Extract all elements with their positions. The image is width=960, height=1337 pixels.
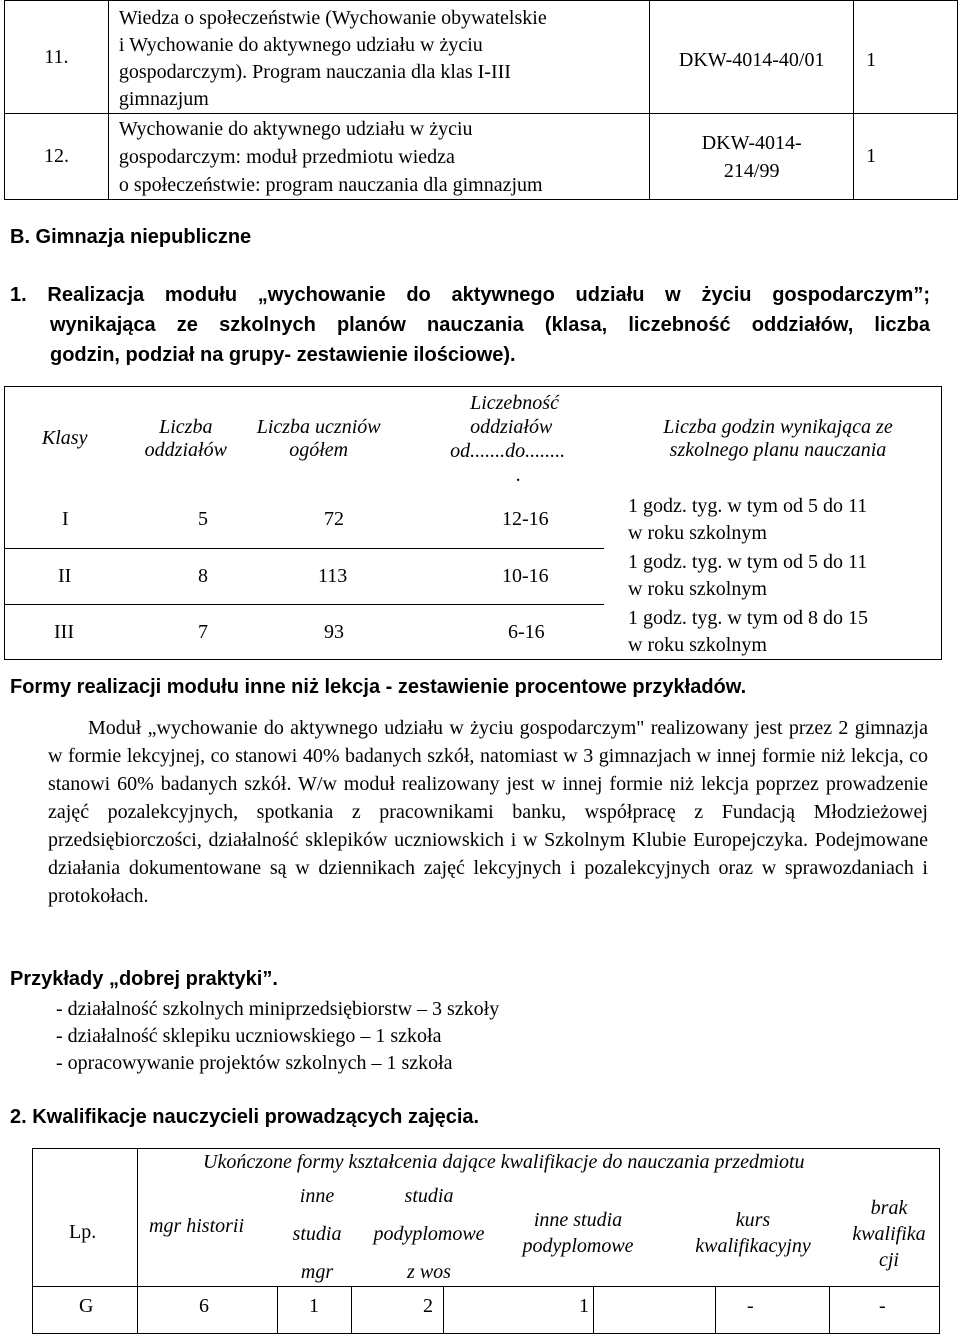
qualifications-table (32, 1148, 940, 1334)
program-code: DKW-4014-40/01 (650, 1, 854, 114)
cell-klasa: III (54, 621, 74, 643)
programs-table (4, 0, 958, 200)
cell-liczebnosc: 10-16 (502, 565, 549, 587)
cell-kurs: - (747, 1295, 754, 1317)
cell-klasa: II (58, 565, 72, 587)
examples-list (56, 996, 499, 1077)
classes-table (4, 386, 942, 491)
cell-inne-studia-mgr: 1 (309, 1295, 319, 1317)
header-group: Ukończone formy kształcenia dające kwalifikacje do nauczania przedmiotu (203, 1151, 805, 1173)
header-brak: brak kwalifika cji (852, 1197, 926, 1271)
cell-mgr-historii: 6 (199, 1295, 209, 1317)
cell-liczebnosc: 6-16 (508, 621, 545, 643)
list-item: - działalność sklepiku uczniowskiego – 1 szkoła (56, 1025, 442, 1047)
program-count: 1 (854, 1, 958, 114)
cell-inne-studia-podyplomowe: 1 (579, 1295, 589, 1317)
header-lp: Lp. (69, 1221, 97, 1243)
program-count: 1 (854, 114, 958, 200)
cell-oddzialy: 5 (198, 508, 208, 530)
cell-studia-podyplomowe: 2 (423, 1295, 433, 1317)
forms-heading: Formy realizacji modułu inne niż lekcja - zestawienie procentowe przykładów. (10, 676, 747, 698)
examples-heading: Przykłady „dobrej praktyki”. (10, 968, 278, 990)
point-2-heading: 2. Kwalifikacje nauczycieli prowadzących zajęcia. (10, 1106, 480, 1128)
header-studia-podyplomowe: studia podyplomowe z wos (373, 1185, 485, 1283)
header-liczba-oddzialow: Liczba oddziałów (124, 387, 247, 491)
cell-godziny: 1 godz. tyg. w tym od 8 do 15 w roku szkolnym (628, 607, 868, 656)
cell-oddzialy: 8 (198, 565, 208, 587)
forms-paragraph: Moduł „wychowanie do aktywnego udziału w życiu gospodarczym" realizowany jest przez 2 gimnazja w formie lekcyjnej, co stanowi 40% badanych szkół, natomiast w 3 gimnazjach w innej formie niż lekcja, co stanowi 60% badanych szkół. W/w moduł realizowany jest w innej formie niż lekcja poprzez prowadzenie zajęć pozalekcyjnych, spotkania z pracownikami banku, współpracę z Fundacją Młodzieżowej przedsiębiorczości, działalność sklepików uczniowskich i w Szkolnym Klubie Europejczyka. Podejmowane działania dokumentowane są w dziennikach zajęć lekcyjnych i pozalekcyjnych oraz w sprawozdaniach i protokołach. (48, 717, 928, 907)
cell-klasa: I (62, 508, 69, 530)
row-number: 11. (5, 1, 109, 114)
header-inne-studia-mgr: inne studia mgr (292, 1185, 342, 1283)
point-1-heading: 1. Realizacja modułu „wychowanie do aktywnego udziału w życiu gospodarczym”; wynikająca ze szkolnych planów nauczania (klasa, liczebność oddziałów, liczba godzin, podział na grupy- zestawienie ilościowe). (10, 284, 930, 366)
table-row (4, 548, 942, 604)
table-row (4, 604, 942, 660)
program-name: Wiedza o społeczeństwie (Wychowanie obywatelskie i Wychowanie do aktywnego udziału w życiu gospodarczym). Program nauczania dla klas I-III gimnazjum (108, 1, 649, 114)
cell-uczniowie: 93 (324, 621, 344, 643)
row-number: 12. (5, 114, 109, 200)
cell-uczniowie: 113 (318, 565, 348, 587)
program-code: DKW-4014- 214/99 (650, 114, 854, 200)
section-heading: B. Gimnazja niepubliczne (10, 226, 252, 248)
header-liczba-uczniow: Liczba uczniów ogółem (247, 387, 390, 491)
list-item: - działalność szkolnych miniprzedsiębiorstw – 3 szkoły (56, 998, 500, 1020)
cell-brak: - (879, 1295, 886, 1317)
cell-liczebnosc: 12-16 (502, 508, 549, 530)
cell-lp: G (79, 1295, 94, 1317)
cell-oddzialy: 7 (198, 621, 208, 643)
table-row (4, 490, 942, 548)
cell-uczniowie: 72 (324, 508, 344, 530)
cell-godziny: 1 godz. tyg. w tym od 5 do 11 w roku szkolnym (628, 551, 868, 600)
program-name: Wychowanie do aktywnego udziału w życiu gospodarczym: moduł przedmiotu wiedza o społeczeństwie: program nauczania dla gimnazjum (108, 114, 649, 200)
header-liczebnosc: Liczebność oddziałów od.......do........ . (390, 387, 615, 491)
header-kurs: kurs kwalifikacyjny (695, 1209, 811, 1257)
cell-godziny: 1 godz. tyg. w tym od 5 do 11 w roku szkolnym (628, 495, 868, 544)
list-item: - opracowywanie projektów szkolnych – 1 szkoła (56, 1052, 453, 1074)
header-mgr-historii: mgr historii (149, 1215, 245, 1237)
header-liczba-godzin: Liczba godzin wynikająca ze szkolnego planu nauczania (615, 387, 942, 491)
header-inne-studia-podyplomowe: inne studia podyplomowe (522, 1209, 634, 1257)
header-klasy: Klasy (5, 387, 125, 491)
